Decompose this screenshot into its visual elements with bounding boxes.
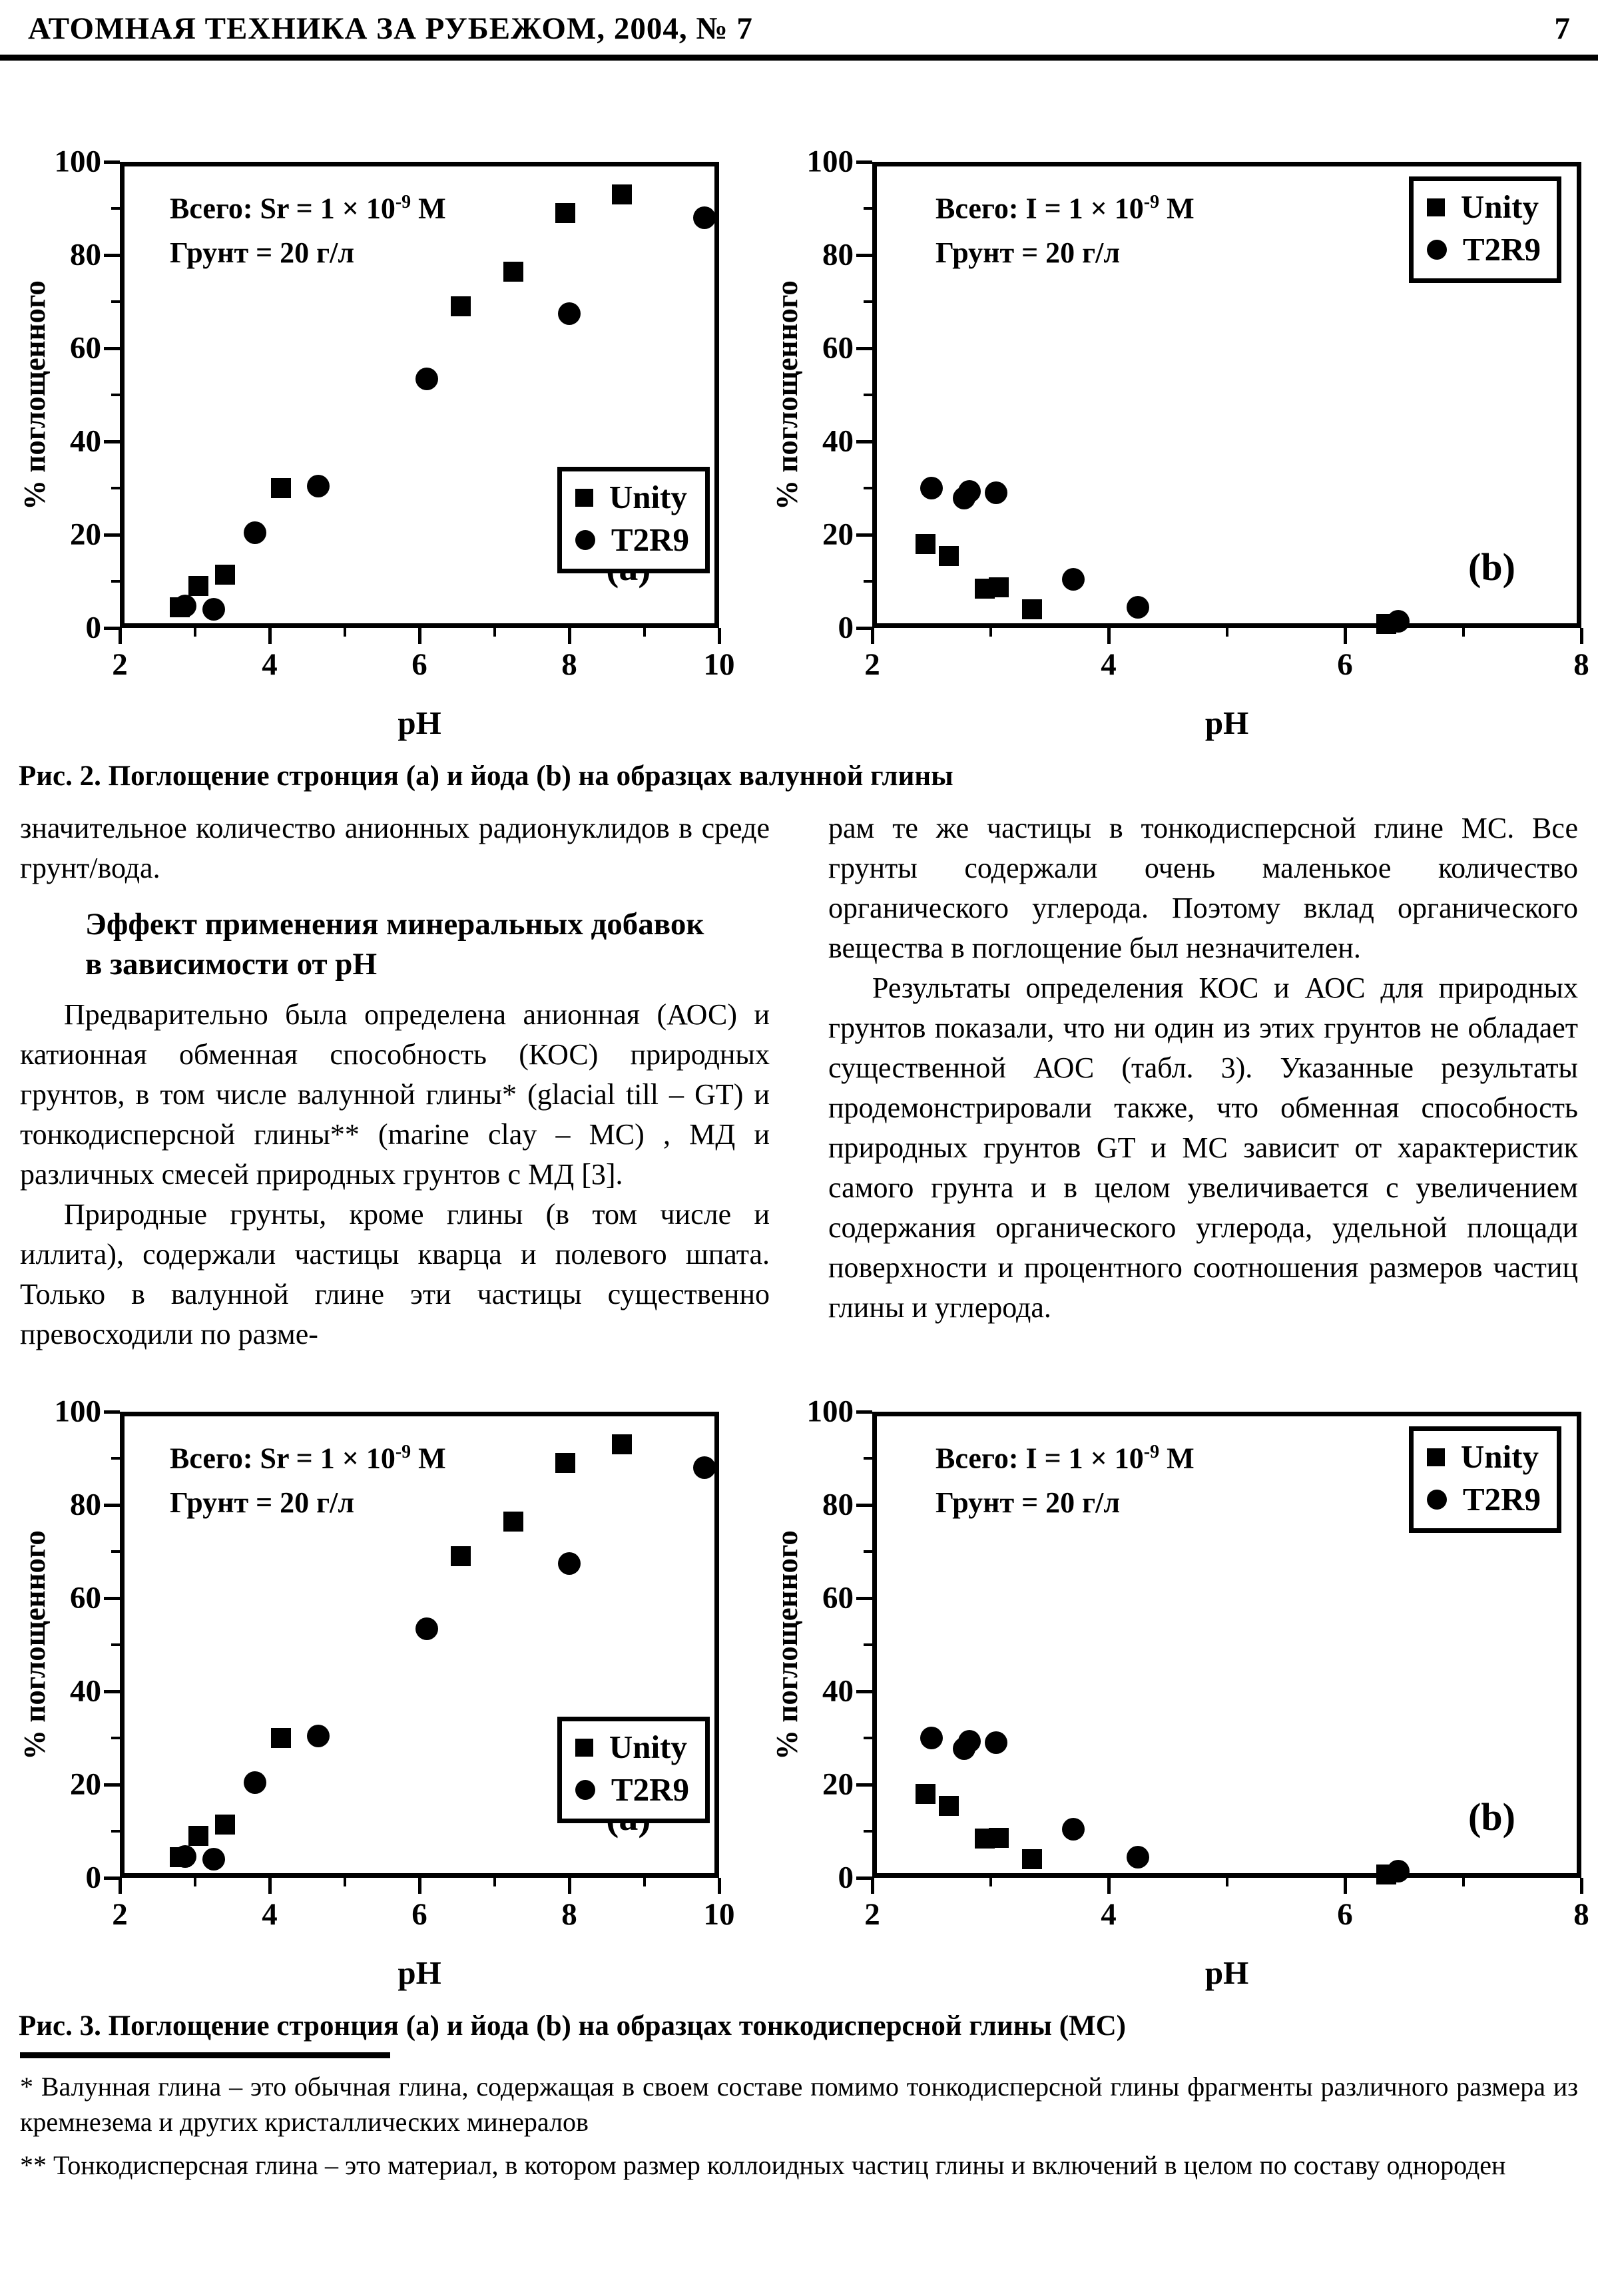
y-minor-tick: [864, 1830, 872, 1833]
data-point-unity: [612, 1434, 632, 1454]
square-marker-icon: [1427, 198, 1445, 216]
left-paragraph-1: значительное количество анионных радионуклидов в среде грунт/вода.: [20, 812, 770, 885]
y-major-tick: [104, 254, 120, 257]
left-paragraph-3: Природные грунты, кроме глины (в том числе и иллита), содержали частицы кварца и полевого шпата. Только в валунной глине эти частицы существенно превосходили по разме-: [20, 1198, 770, 1351]
data-point-t2r9: [244, 521, 266, 544]
y-major-tick: [104, 533, 120, 537]
y-tick-label: 60: [822, 1580, 854, 1615]
data-point-t2r9: [1387, 1860, 1410, 1882]
y-tick-label: 80: [822, 237, 854, 272]
circle-marker-icon: [1427, 1490, 1447, 1510]
y-axis-label: % поглощенного: [770, 280, 804, 510]
data-point-t2r9: [920, 477, 943, 499]
y-minor-tick: [864, 1550, 872, 1553]
data-point-unity: [271, 1728, 291, 1748]
legend-label: T2R9: [611, 1771, 689, 1809]
square-marker-icon: [575, 1739, 593, 1757]
legend-label: Unity: [609, 1729, 687, 1766]
data-point-t2r9: [307, 475, 330, 497]
y-minor-tick: [111, 300, 120, 303]
y-tick-label: 60: [70, 330, 101, 366]
data-point-unity: [916, 534, 935, 554]
y-major-tick: [104, 1690, 120, 1693]
figure3-caption: Рис. 3. Поглощение стронция (a) и йода (b) на образцах тонкодисперсной глины (МС): [19, 2010, 1126, 2042]
x-major-tick: [871, 628, 874, 644]
y-major-tick: [856, 1597, 872, 1600]
y-major-tick: [856, 1783, 872, 1787]
y-tick-label: 40: [822, 1673, 854, 1709]
y-axis-label: % поглощенного: [17, 280, 51, 510]
y-major-tick: [856, 1504, 872, 1507]
annotation-line: Всего: $Sr = 1 \times 10^{-9}$ М: [170, 192, 446, 225]
data-point-t2r9: [415, 1617, 438, 1640]
x-tick-label: 10: [703, 647, 735, 682]
body-columns: [0, 808, 1598, 1354]
legend-entry: [575, 477, 689, 518]
y-tick-label: 100: [806, 144, 854, 179]
x-tick-label: 4: [1101, 1897, 1117, 1932]
right-paragraph-1: рам те же частицы в тонкодисперсной глине МС. Все грунты содержали очень маленькое количество органического углерода. Поэтому вклад органического вещества в поглощение был незначителен.: [828, 812, 1578, 965]
section-heading: Эффект применения минеральных добавок в зависимости от pH: [85, 907, 704, 982]
data-point-unity: [271, 478, 291, 498]
y-major-tick: [856, 627, 872, 630]
legend-entry: [1427, 1436, 1541, 1478]
page-number: 7: [1554, 11, 1570, 46]
y-tick-label: 100: [54, 144, 101, 179]
legend-label: Unity: [1460, 1438, 1539, 1476]
y-tick-label: 0: [85, 610, 101, 645]
data-point-t2r9: [693, 206, 716, 229]
y-minor-tick: [111, 1830, 120, 1833]
x-axis-label: pH: [1204, 1954, 1249, 1992]
square-marker-icon: [1427, 1448, 1445, 1466]
annotation-line: Грунт = 20 г/л: [170, 236, 355, 269]
data-point-unity: [503, 1512, 523, 1532]
data-point-t2r9: [1387, 610, 1410, 633]
x-major-tick: [1344, 1878, 1347, 1894]
data-point-unity: [1022, 1849, 1042, 1869]
legend-entry: [575, 1727, 689, 1768]
x-minor-tick: [344, 628, 346, 637]
x-tick-label: 8: [1573, 1897, 1589, 1932]
x-major-tick: [268, 1878, 272, 1894]
figure3-chart-a: [13, 1365, 772, 2004]
y-minor-tick: [111, 580, 120, 583]
footnotes: [0, 2052, 1598, 2183]
x-tick-label: 6: [1337, 647, 1353, 682]
x-tick-label: 6: [411, 647, 427, 682]
y-major-tick: [856, 160, 872, 164]
x-tick-label: 2: [112, 647, 128, 682]
y-major-tick: [856, 347, 872, 350]
x-minor-tick: [643, 628, 646, 637]
x-major-tick: [1107, 1878, 1111, 1894]
y-major-tick: [104, 1783, 120, 1787]
data-point-t2r9: [202, 598, 225, 621]
legend: [557, 467, 710, 573]
right-column: [828, 808, 1578, 1354]
y-minor-tick: [111, 1550, 120, 1553]
data-point-t2r9: [174, 595, 196, 617]
data-point-t2r9: [985, 481, 1007, 504]
data-point-unity: [188, 1826, 208, 1846]
data-point-t2r9: [1127, 596, 1149, 619]
legend: [557, 1717, 710, 1823]
data-point-unity: [939, 1796, 959, 1816]
legend-entry: [575, 1769, 689, 1811]
y-major-tick: [856, 254, 872, 257]
y-tick-label: 20: [822, 1767, 854, 1802]
x-major-tick: [418, 1878, 421, 1894]
left-column: [20, 808, 770, 1354]
x-minor-tick: [493, 1878, 496, 1886]
journal-title: АТОМНАЯ ТЕХНИКА ЗА РУБЕЖОМ, 2004, № 7: [28, 11, 753, 46]
y-tick-label: 0: [838, 610, 854, 645]
data-point-unity: [916, 1784, 935, 1804]
x-minor-tick: [1462, 1878, 1465, 1886]
legend-entry: [1427, 229, 1541, 270]
y-tick-label: 40: [70, 1673, 101, 1709]
y-minor-tick: [864, 394, 872, 396]
x-tick-label: 4: [1101, 647, 1117, 682]
y-tick-label: 0: [838, 1860, 854, 1895]
annotation-line: Всего: $Sr = 1 \times 10^{-9}$ М: [170, 1442, 446, 1476]
x-major-tick: [1107, 628, 1111, 644]
x-minor-tick: [194, 1878, 196, 1886]
x-minor-tick: [344, 1878, 346, 1886]
figure3-row: [0, 1365, 1598, 2004]
y-major-tick: [856, 533, 872, 537]
y-tick-label: 60: [70, 1580, 101, 1615]
y-major-tick: [104, 627, 120, 630]
x-minor-tick: [989, 628, 992, 637]
y-minor-tick: [864, 207, 872, 210]
annotation: [935, 180, 1195, 275]
y-minor-tick: [111, 394, 120, 396]
y-tick-label: 20: [822, 517, 854, 552]
x-major-tick: [119, 628, 122, 644]
left-paragraph-2: Предварительно была определена анионная (АОС) и катионная обменная способность (КОС) природных грунтов, в том числе валунной глины* (glacial till – GT) и тонкодисперсной глины** (marine clay – MC) , МД и различных смесей природных грунтов с МД [3].: [20, 998, 770, 1191]
data-point-t2r9: [174, 1845, 196, 1868]
y-tick-label: 0: [85, 1860, 101, 1895]
x-major-tick: [1580, 1878, 1583, 1894]
y-major-tick: [104, 1876, 120, 1880]
annotation-line: Грунт = 20 г/л: [935, 236, 1121, 269]
x-minor-tick: [1462, 628, 1465, 637]
data-point-unity: [1022, 599, 1042, 619]
data-point-unity: [215, 1815, 235, 1835]
legend: [1409, 1426, 1561, 1533]
x-major-tick: [1344, 628, 1347, 644]
circle-marker-icon: [1427, 240, 1447, 260]
y-tick-label: 100: [54, 1394, 101, 1429]
legend-label: Unity: [1460, 188, 1539, 225]
legend-entry: [1427, 186, 1541, 228]
y-minor-tick: [111, 1457, 120, 1460]
legend-label: T2R9: [1462, 1481, 1541, 1518]
data-point-t2r9: [985, 1731, 1007, 1754]
y-tick-label: 100: [806, 1394, 854, 1429]
x-major-tick: [268, 628, 272, 644]
y-tick-label: 60: [822, 330, 854, 366]
page-header: [0, 0, 1598, 61]
y-minor-tick: [864, 1457, 872, 1460]
legend: [1409, 176, 1561, 283]
x-tick-label: 6: [411, 1897, 427, 1932]
data-point-t2r9: [558, 1552, 581, 1575]
y-minor-tick: [864, 487, 872, 489]
figure2-chart-b: [770, 115, 1591, 754]
legend-label: Unity: [609, 479, 687, 515]
x-major-tick: [718, 628, 721, 644]
data-point-unity: [451, 296, 471, 316]
x-minor-tick: [194, 628, 196, 637]
x-major-tick: [568, 1878, 571, 1894]
legend-label: T2R9: [1462, 231, 1541, 268]
data-point-t2r9: [920, 1727, 943, 1749]
annotation-line: Всего: $I = 1 \times 10^{-9}$ М: [935, 192, 1195, 225]
x-minor-tick: [1226, 628, 1228, 637]
y-major-tick: [104, 1504, 120, 1507]
y-minor-tick: [864, 1643, 872, 1646]
x-axis-label: pH: [1204, 705, 1249, 741]
x-major-tick: [119, 1878, 122, 1894]
annotation: [170, 1430, 446, 1525]
y-tick-label: 40: [70, 424, 101, 459]
x-major-tick: [568, 628, 571, 644]
footnote-1: * Валунная глина – это обычная глина, содержащая в своем составе помимо тонкодисперсной глины фрагменты различного размера из кремнезема и других кристаллических минералов: [20, 2071, 1578, 2137]
y-major-tick: [856, 1410, 872, 1414]
square-marker-icon: [575, 489, 593, 507]
data-point-t2r9: [558, 302, 581, 325]
y-minor-tick: [111, 487, 120, 489]
x-minor-tick: [989, 1878, 992, 1886]
x-tick-label: 8: [1573, 647, 1589, 682]
footnote-divider: [20, 2052, 390, 2058]
subplot-label: (b): [1468, 545, 1515, 589]
figure2-caption: Рис. 2. Поглощение стронция (a) и йода (b) на образцах валунной глины: [19, 760, 953, 792]
y-axis-label: % поглощенного: [770, 1530, 804, 1760]
data-point-t2r9: [1127, 1846, 1149, 1868]
y-tick-label: 40: [822, 424, 854, 459]
data-point-unity: [215, 565, 235, 585]
y-major-tick: [856, 1690, 872, 1693]
x-tick-label: 4: [262, 1897, 278, 1932]
y-major-tick: [104, 1597, 120, 1600]
annotation: [170, 180, 446, 275]
y-major-tick: [856, 440, 872, 443]
circle-marker-icon: [575, 1780, 595, 1800]
annotation-line: Грунт = 20 г/л: [935, 1486, 1121, 1520]
data-point-unity: [503, 262, 523, 282]
x-tick-label: 8: [561, 1897, 577, 1932]
x-tick-label: 2: [864, 1897, 880, 1932]
data-point-t2r9: [307, 1725, 330, 1747]
x-tick-label: 2: [864, 647, 880, 682]
figure3-chart-b: [770, 1365, 1591, 2004]
x-minor-tick: [493, 628, 496, 637]
x-axis-label: pH: [398, 1954, 441, 1992]
subplot-label: (b): [1468, 1795, 1515, 1839]
figure2-chart-a: [13, 115, 772, 754]
right-paragraph-2: Результаты определения КОС и АОС для природных грунтов показали, что ни один из этих грунтов не обладает существенной АОС (табл. 3). Указанные результаты продемонстрировали также, что обменная способность природных грунтов GT и МС зависит от характеристик самого грунта и в целом увеличивается с увеличением содержания органического углерода, удельной площади поверхности и процентного соотношения размеров частиц глины и углерода.: [828, 972, 1578, 1324]
data-point-unity: [188, 576, 208, 596]
annotation-line: Грунт = 20 г/л: [170, 1486, 355, 1520]
data-point-t2r9: [958, 1730, 981, 1753]
y-minor-tick: [864, 300, 872, 303]
data-point-t2r9: [958, 480, 981, 503]
x-minor-tick: [643, 1878, 646, 1886]
y-tick-label: 20: [70, 1767, 101, 1802]
x-axis-label: pH: [398, 705, 441, 741]
data-point-unity: [989, 577, 1009, 597]
y-minor-tick: [111, 1737, 120, 1739]
x-major-tick: [871, 1878, 874, 1894]
x-minor-tick: [1226, 1878, 1228, 1886]
y-minor-tick: [111, 1643, 120, 1646]
annotation: [935, 1430, 1195, 1525]
data-point-t2r9: [244, 1771, 266, 1794]
y-tick-label: 80: [70, 237, 101, 272]
legend-label: T2R9: [611, 521, 689, 558]
x-major-tick: [418, 628, 421, 644]
data-point-unity: [989, 1828, 1009, 1848]
x-major-tick: [1580, 628, 1583, 644]
data-point-t2r9: [415, 368, 438, 390]
x-tick-label: 8: [561, 647, 577, 682]
data-point-t2r9: [1062, 1818, 1085, 1841]
y-axis-label: % поглощенного: [17, 1530, 51, 1760]
y-major-tick: [104, 1410, 120, 1414]
data-point-unity: [451, 1546, 471, 1566]
legend-entry: [1427, 1479, 1541, 1520]
y-minor-tick: [111, 207, 120, 210]
x-tick-label: 10: [703, 1897, 735, 1932]
legend-entry: [575, 519, 689, 561]
x-tick-label: 4: [262, 647, 278, 682]
data-point-t2r9: [693, 1456, 716, 1479]
y-major-tick: [104, 440, 120, 443]
y-major-tick: [104, 347, 120, 350]
x-tick-label: 6: [1337, 1897, 1353, 1932]
x-tick-label: 2: [112, 1897, 128, 1932]
y-minor-tick: [864, 1737, 872, 1739]
data-point-unity: [939, 546, 959, 566]
data-point-t2r9: [1062, 568, 1085, 591]
data-point-unity: [555, 1453, 575, 1473]
annotation-line: Всего: $I = 1 \times 10^{-9}$ М: [935, 1442, 1195, 1476]
y-major-tick: [104, 160, 120, 164]
y-minor-tick: [864, 580, 872, 583]
x-major-tick: [718, 1878, 721, 1894]
data-point-t2r9: [202, 1848, 225, 1870]
y-major-tick: [856, 1876, 872, 1880]
y-tick-label: 80: [822, 1487, 854, 1522]
data-point-unity: [555, 203, 575, 223]
data-point-unity: [612, 184, 632, 204]
footnote-2: ** Тонкодисперсная глина – это материал, в котором размер коллоидных частиц глины и включений в целом по составу однороден: [20, 2150, 1506, 2180]
y-tick-label: 20: [70, 517, 101, 552]
y-tick-label: 80: [70, 1487, 101, 1522]
figure2-row: [0, 115, 1598, 754]
circle-marker-icon: [575, 530, 595, 550]
